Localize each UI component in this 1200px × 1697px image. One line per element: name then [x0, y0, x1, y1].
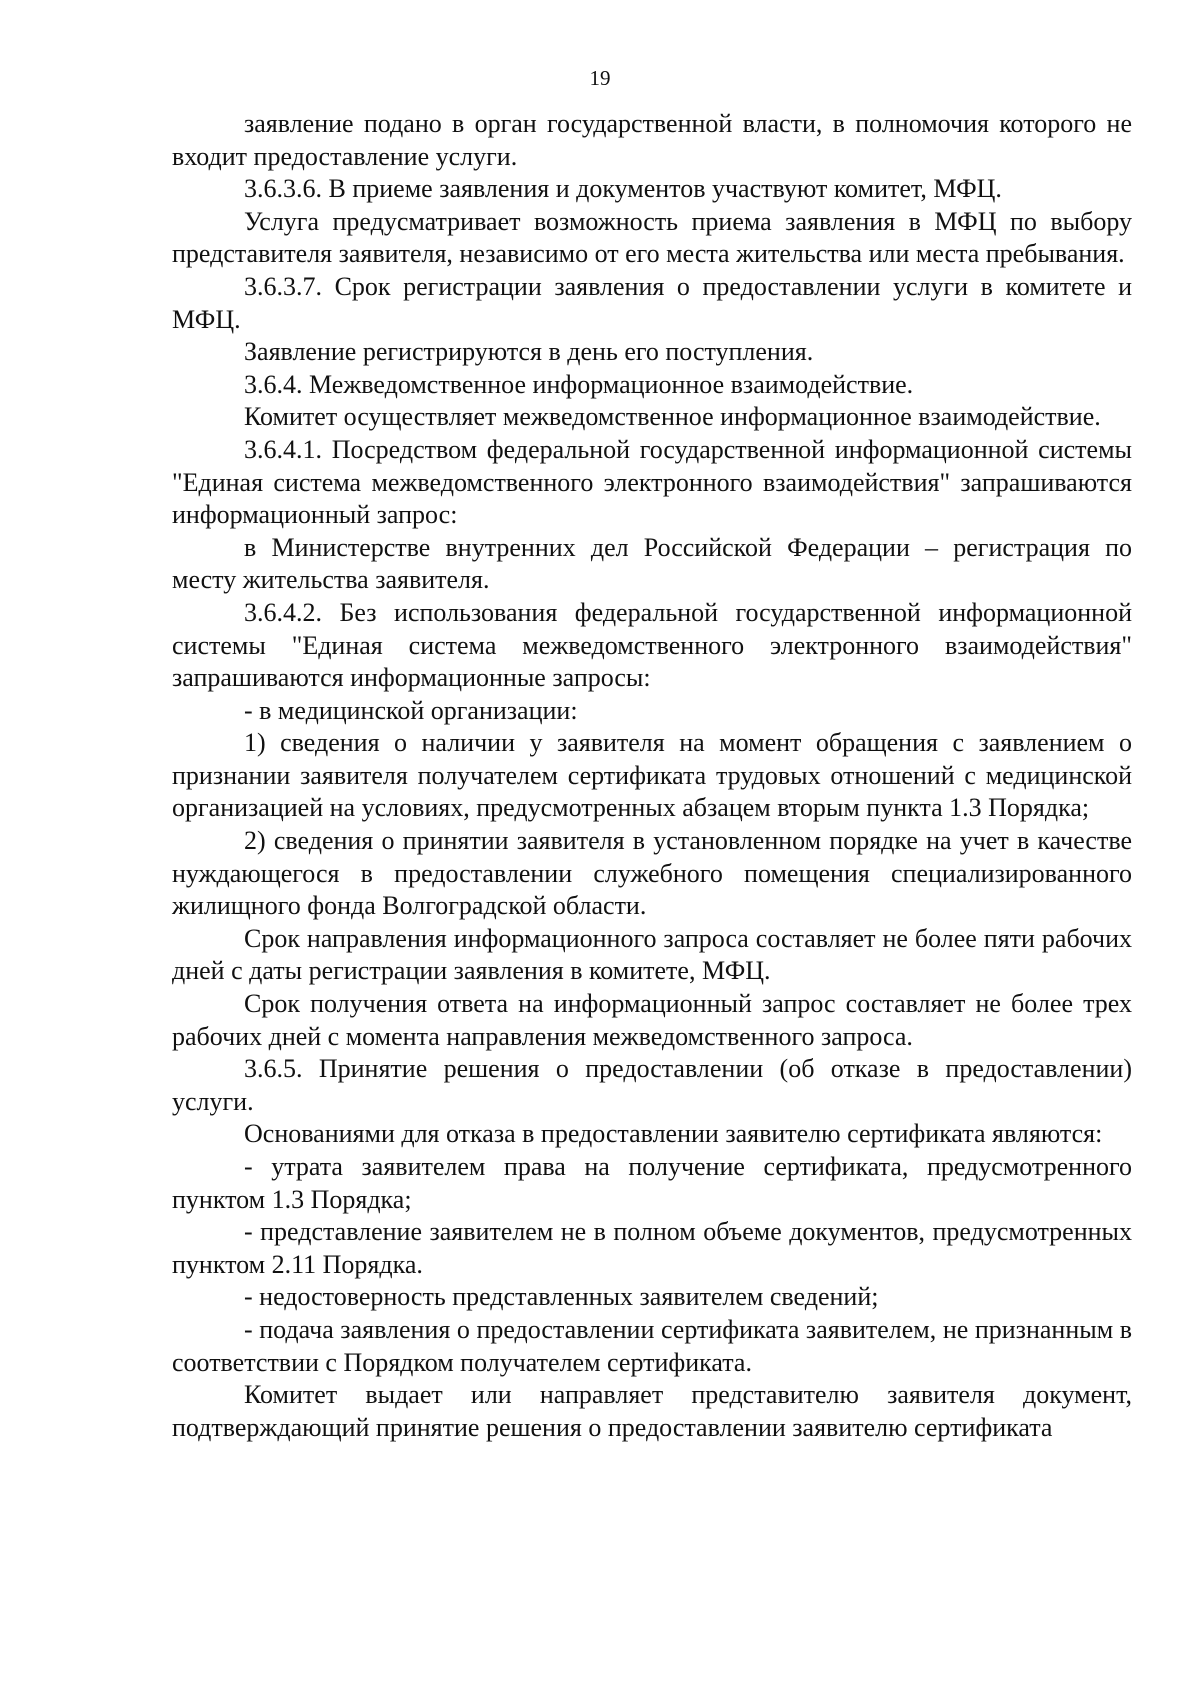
paragraph: - представление заявителем не в полном объеме документов, предусмотренных пунктом 2.11 Порядка.: [172, 1217, 1132, 1279]
paragraph: 3.6.4. Межведомственное информационное взаимодействие.: [244, 369, 914, 399]
paragraph: 3.6.3.6. В приеме заявления и документов участвуют комитет, МФЦ.: [244, 174, 1002, 204]
paragraph: 3.6.4.2. Без использования федеральной государственной информационной системы "Единая система межведомственного электронного взаимодействия" запрашиваются информационные запросы:: [172, 597, 1132, 693]
paragraph: - недостоверность представленных заявителем сведений;: [244, 1282, 879, 1312]
paragraph: Услуга предусматривает возможность приема заявления в МФЦ по выбору представителя заявителя, независимо от его места жительства или места пребывания.: [172, 206, 1132, 269]
paragraph: Комитет выдает или направляет представителю заявителя документ, подтверждающий принятие решения о предоставлении заявителю сертификата: [172, 1380, 1132, 1442]
document-body: [172, 108, 1132, 1444]
paragraph: в Министерстве внутренних дел Российской Федерации – регистрация по месту жительства заявителя.: [172, 532, 1132, 595]
paragraph: Срок направления информационного запроса составляет не более пяти рабочих дней с даты регистрации заявления в комитете, МФЦ.: [172, 923, 1132, 986]
paragraph: 2) сведения о принятии заявителя в установленном порядке на учет в качестве нуждающегося в предоставлении служебного помещения специализированного жилищного фонда Волгоградской области.: [172, 826, 1132, 921]
paragraph: - подача заявления о предоставлении сертификата заявителем, не признанным в соответствии с Порядком получателем сертификата.: [172, 1314, 1132, 1377]
paragraph: - в медицинской организации:: [244, 695, 578, 725]
paragraph: заявление подано в орган государственной власти, в полномочия которого не входит предоставление услуги.: [172, 109, 1132, 171]
page-number: 19: [589, 66, 611, 90]
paragraph: 3.6.5. Принятие решения о предоставлении (об отказе в предоставлении) услуги.: [172, 1054, 1132, 1116]
paragraph: 3.6.3.7. Срок регистрации заявления о предоставлении услуги в комитете и МФЦ.: [172, 271, 1132, 334]
paragraph: Основаниями для отказа в предоставлении заявителю сертификата являются:: [244, 1119, 1103, 1149]
paragraph: Заявление регистрируются в день его поступления.: [244, 337, 814, 367]
paragraph: - утрата заявителем права на получение сертификата, предусмотренного пунктом 1.3 Порядка;: [172, 1152, 1132, 1214]
paragraph: Комитет осуществляет межведомственное информационное взаимодействие.: [244, 402, 1101, 432]
paragraph: 3.6.4.1. Посредством федеральной государственной информационной системы "Единая система межведомственного электронного взаимодействия" запрашиваются информационный запрос:: [172, 434, 1132, 530]
paragraph: Срок получения ответа на информационный запрос составляет не более трех рабочих дней с момента направления межведомственного запроса.: [172, 989, 1132, 1051]
paragraph: 1) сведения о наличии у заявителя на момент обращения с заявлением о признании заявителя получателем сертификата трудовых отношений с медицинской организацией на условиях, предусмотренных абзацем вторым пункта 1.3 Порядка;: [172, 728, 1132, 823]
